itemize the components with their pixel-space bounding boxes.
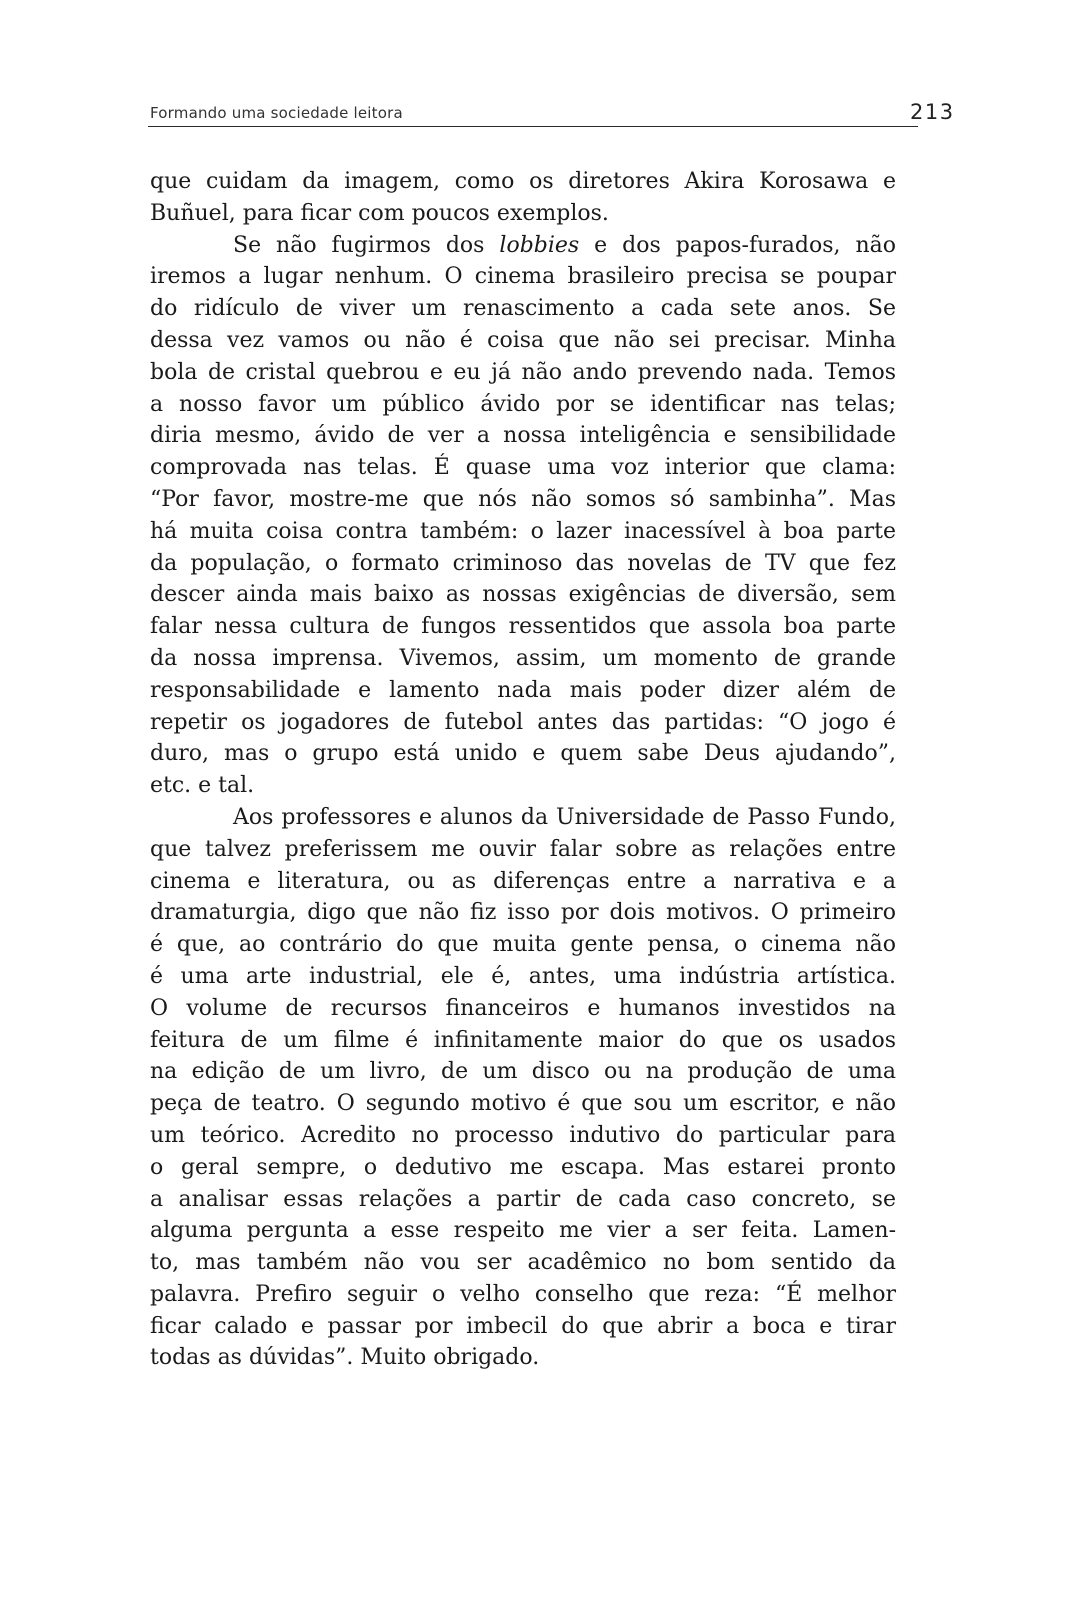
text-line: Buñuel, para ficar com poucos exemplos. <box>150 200 609 226</box>
text-line: feitura de um filme é infinitamente maior do que os usados <box>150 1027 896 1053</box>
running-title: Formando uma sociedade leitora <box>150 104 403 122</box>
running-head <box>148 96 918 127</box>
text-line: repetir os jogadores de futebol antes das partidas: “O jogo é <box>150 709 896 735</box>
text-line: responsabilidade e lamento nada mais poder dizer além de <box>150 677 896 703</box>
text-line <box>150 230 896 262</box>
page-number: 213 <box>910 100 955 124</box>
text-line: bola de cristal quebrou e eu já não ando prevendo nada. Temos <box>150 359 896 385</box>
text-line: a nosso favor um público ávido por se identificar nas telas; <box>150 391 896 417</box>
text-line: descer ainda mais baixo as nossas exigências de diversão, sem <box>150 582 896 608</box>
italic-term: lobbies <box>499 232 580 258</box>
body-text <box>150 166 896 1374</box>
text-line: duro, mas o grupo está unido e quem sabe Deus ajudando”, <box>150 741 896 767</box>
text-line: na edição de um livro, de um disco ou na produção de uma <box>150 1059 896 1085</box>
text-line: comprovada nas telas. É quase uma voz interior que clama: <box>150 455 896 481</box>
text-line: um teórico. Acredito no processo indutivo do particular para <box>150 1122 896 1148</box>
text-line: dessa vez vamos ou não é coisa que não sei precisar. Minha <box>150 327 896 353</box>
text-line: cinema e literatura, ou as diferenças entre a narrativa e a <box>150 868 896 894</box>
text-line: o geral sempre, o dedutivo me escapa. Mas estarei pronto <box>150 1154 896 1180</box>
text-line: que cuidam da imagem, como os diretores Akira Korosawa e <box>150 169 896 194</box>
text-line: to, mas também não vou ser acadêmico no bom sentido da <box>150 1250 896 1276</box>
text-line: todas as dúvidas”. Muito obrigado. <box>150 1345 540 1371</box>
text-line: é que, ao contrário do que muita gente pensa, o cinema não <box>150 932 896 958</box>
text-line: a analisar essas relações a partir de cada caso concreto, se <box>150 1186 896 1212</box>
text-line: é uma arte industrial, ele é, antes, uma indústria artística. <box>150 963 896 989</box>
text-line: falar nessa cultura de fungos ressentidos que assola boa parte <box>150 614 896 640</box>
text-line: da nossa imprensa. Vivemos, assim, um momento de grande <box>150 645 896 671</box>
text-line: iremos a lugar nenhum. O cinema brasileiro precisa se poupar <box>150 264 896 290</box>
text-line: palavra. Prefiro seguir o velho conselho que reza: “É melhor <box>150 1281 896 1307</box>
text-line: ficar calado e passar por imbecil do que abrir a boca e tirar <box>150 1313 896 1339</box>
text-line: Aos professores e alunos da Universidade de Passo Fundo, <box>233 804 896 830</box>
text-line: há muita coisa contra também: o lazer inacessível à boa parte <box>150 518 896 544</box>
paragraph-3 <box>150 802 896 1374</box>
text-run: Se não fugirmos dos <box>233 232 500 258</box>
text-line: etc. e tal. <box>150 773 255 799</box>
text-line: do ridículo de viver um renascimento a cada sete anos. Se <box>150 296 896 322</box>
paragraph-1 <box>150 166 896 230</box>
paragraph-2 <box>150 230 896 802</box>
text-line: “Por favor, mostre-me que nós não somos só sambinha”. Mas <box>150 486 896 512</box>
text-line: que talvez preferissem me ouvir falar sobre as relações entre <box>150 836 896 862</box>
text-line: peça de teatro. O segundo motivo é que sou um escritor, e não <box>150 1091 896 1117</box>
text-run: e dos papos-furados, não <box>579 232 896 258</box>
text-line: da população, o formato criminoso das novelas de TV que fez <box>150 550 896 576</box>
text-line: O volume de recursos financeiros e humanos investidos na <box>150 995 896 1021</box>
text-line: alguma pergunta a esse respeito me vier a ser feita. Lamen- <box>150 1218 896 1244</box>
text-line: dramaturgia, digo que não fiz isso por dois motivos. O primeiro <box>150 900 896 926</box>
text-line: diria mesmo, ávido de ver a nossa inteligência e sensibilidade <box>150 423 896 449</box>
